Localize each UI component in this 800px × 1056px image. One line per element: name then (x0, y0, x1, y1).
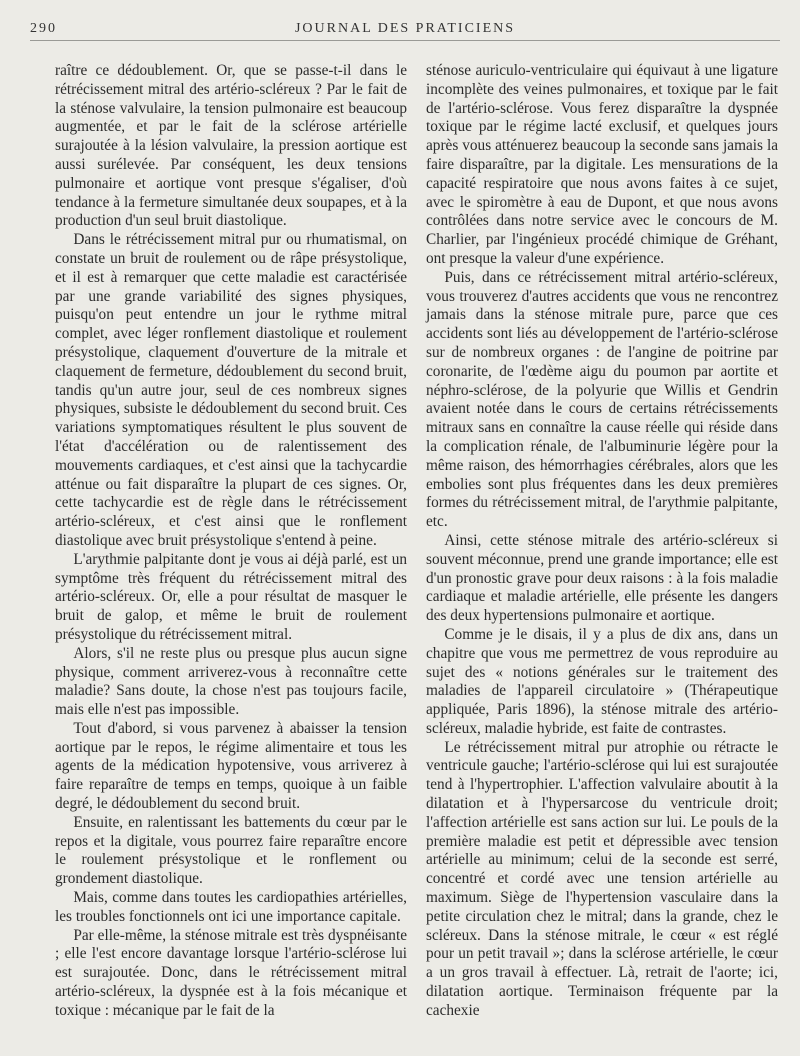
page-number: 290 (30, 21, 57, 36)
right-column (426, 62, 778, 1021)
paragraph: Alors, s'il ne reste plus ou presque plus aucun signe physique, comment arriverez-vous à reconnaître cette maladie? Sans doute, la chose n'est pas toujours facile, mais elle n'est pas impossible. (55, 644, 407, 719)
paragraph: Ensuite, en ralentissant les battements du cœur par le repos et la digitale, vous pourrez faire reparaître encore le roulement présystolique et le ronflement ou grondement diastolique. (55, 813, 407, 888)
paragraph: Par elle-même, la sténose mitrale est très dyspnéisante ; elle l'est encore davantage lorsque l'artério-sclérose lui est surajoutée. Donc, dans le rétrécissement mitral artério-scléreux, la dyspnée est à la fois mécanique et toxique : mécanique par le fait de la (55, 926, 407, 1019)
paragraph: L'arythmie palpitante dont je vous ai déjà parlé, est un symptôme très fréquent du rétrécissement mitral des artério-scléreux. Or, elle a pour résultat de masquer le bruit de galop, et même le bruit de roulement présystolique du rétrécissement mitral. (55, 550, 407, 643)
paragraph: Dans le rétrécissement mitral pur ou rhumatismal, on constate un bruit de roulement ou de râpe présystolique, et il est à remarquer que cette maladie est caractérisée par une grande variabilité des signes physiques, puisqu'on peut entendre un jour le rythme mitral complet, avec léger ronflement diastolique et roulement présystolique, claquement d'ouverture de la mitrale et claquement de fermeture, dédoublement du second bruit, tandis qu'un autre jour, seul de ces nombreux signes physiques, subsiste le dédoublement du second bruit. Ces variations symptomatiques résultent le plus souvent de l'état d'accélération ou de ralentissement des mouvements cardiaques, et c'est ainsi que la tachycardie atténue ou fait disparaître la plupart de ces signes. Or, cette tachycardie est de règle dans le rétrécissement artério-scléreux, et c'est ainsi que le ronflement diastolique avec bruit présystolique s'entend à peine. (55, 231, 407, 549)
paragraph: Comme je le disais, il y a plus de dix ans, dans un chapitre que vous me permettrez de vous reproduire au sujet des « notions générales sur le traitement des maladies de l'appareil circulatoire » (Thérapeutique appliquée, Paris 1896), la sténose mitrale des artério-scléreux, maladie hybride, est faite de contrastes. (426, 625, 778, 737)
paragraph: Tout d'abord, si vous parvenez à abaisser la tension aortique par le repos, le régime alimentaire et tous les agents de la médication hypotensive, vous arriverez à faire reparaître de temps en temps, quoique à un faible degré, le dédoublement du second bruit. (55, 719, 407, 813)
paragraph: Mais, comme dans toutes les cardiopathies artérielles, les troubles fonctionnels ont ici une importance capitale. (55, 889, 407, 925)
journal-title: JOURNAL DES PRATICIENS (294, 21, 516, 36)
paragraph: Ainsi, cette sténose mitrale des artério-scléreux si souvent méconnue, prend une grande importance; elle est d'un pronostic grave pour deux raisons : à la fois maladie cardiaque et maladie artérielle, elle présente les dangers des deux hypertensions pulmonaire et aortique. (426, 531, 778, 625)
paragraph: raître ce dédoublement. Or, que se passe-t-il dans le rétrécissement mitral des artério-scléreux ? Par le fait de la sténose valvulaire, la tension pulmonaire est beaucoup augmentée, et par le fait de la sclérose artérielle surajoutée à la lésion valvulaire, la pression aortique est aussi surélevée. Par conséquent, les deux tensions pulmonaire et aortique vont presque s'égaliser, d'où tendance à la fermeture simultanée deux soupapes, et à la production d'un seul bruit diastolique. (55, 62, 407, 230)
paragraph: Puis, dans ce rétrécissement mitral artério-scléreux, vous trouverez d'autres accidents que vous ne rencontrez jamais dans la sténose mitrale pure, parce que ces accidents sont liés au développement de l'artério-sclérose sur de nombreux organes : de l'angine de poitrine par coronarite, de l'œdème aigu du poumon par aortite et néphro-sclérose, de la polyurie que Willis et Gendrin avaient notée dans le cours de certains rétrécissements mitraux sans en connaître la cause réelle qui réside dans la complication rénale, de l'albuminurie légère pour la même raison, des hémorrhagies cérébrales, alors que les embolies sont plus fréquentes dans les deux premières formes du rétrécissement mitral, de l'arythmie palpitante, etc. (426, 268, 778, 531)
running-header (30, 18, 780, 41)
left-column (55, 62, 407, 1021)
paragraph: sténose auriculo-ventriculaire qui équivaut à une ligature incomplète des veines pulmonaires, et toxique par le fait de l'artério-sclérose. Vous ferez disparaître la dyspnée toxique par le régime lacté exclusif, et quelques jours après vous atténuerez beaucoup la seconde sans jamais la faire disparaître, par la digitale. Les mensurations de la capacité respiratoire que nous avons faites à ce sujet, avec le spiromètre à eau de Dupont, et que nous avons contrôlées dans notre service avec le concours de M. Charlier, par l'ingénieux procédé chimique de Gréhant, ont presque la valeur d'une expérience. (426, 62, 778, 267)
paragraph: Le rétrécissement mitral pur atrophie ou rétracte le ventricule gauche; l'artério-sclérose qui lui est surajoutée tend à l'hypertrophier. L'affection valvulaire aboutit à la dilatation et à l'hypersarcose du ventricule droit; l'affection artérielle est sans action sur lui. Le pouls de la première maladie est petit et dépressible avec tension artérielle au minimum; celui de la seconde est serré, concentré et cordé avec une tension artérielle au maximum. Siège de l'hypertension vasculaire dans la petite circulation chez le mitral; dans la grande, chez le scléreux. Dans la sténose mitrale, le cœur « est réglé pour un petit travail »; dans la sclérose artérielle, le cœur a un gros travail à effectuer. Là, retrait de l'aorte; ici, dilatation aortique. Terminaison fréquente par la cachexie (426, 738, 778, 1019)
